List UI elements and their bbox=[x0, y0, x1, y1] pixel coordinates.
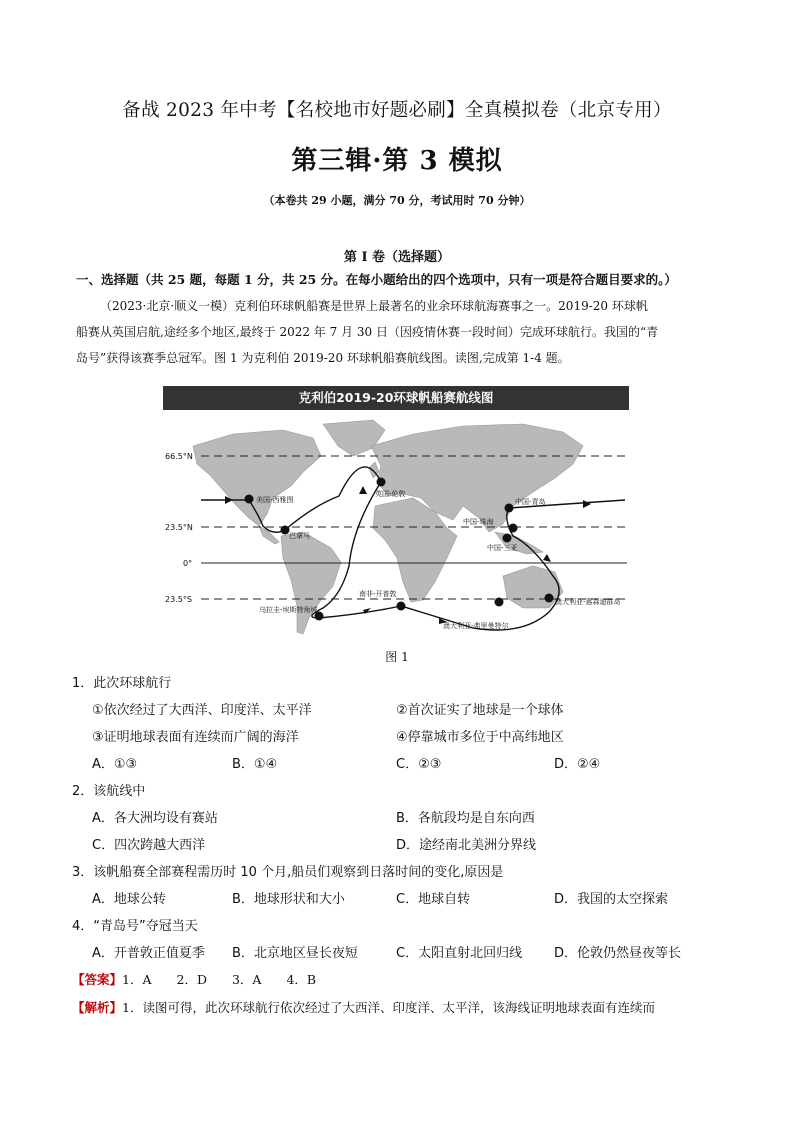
label-panama: 巴拿马 bbox=[289, 532, 310, 540]
route-arrow-2 bbox=[359, 486, 367, 494]
route-arrow-5 bbox=[543, 554, 551, 562]
q1-option-a[interactable]: A．①③ bbox=[92, 757, 138, 772]
q3-stem: 3．该帆船赛全部赛程需历时 10 个月,船员们观察到日落时间的变化,原因是 bbox=[72, 865, 504, 880]
port-sanya bbox=[503, 534, 512, 543]
label-whitsunday: 澳大利亚-惠森迪群岛 bbox=[555, 598, 621, 606]
label-punta-del-este: 乌拉圭-埃斯特角城 bbox=[259, 606, 318, 614]
explanation-line bbox=[72, 998, 655, 1016]
label-fremantle: 澳大利亚-弗里曼特尔 bbox=[443, 622, 509, 630]
passage-line-2: 船赛从英国启航,途经多个地区,最终于 2022 年 7 月 30 日（因疫情休赛一段时间）完成环球航行。我国的“青 bbox=[76, 325, 659, 339]
passage-line-1: （2023·北京·顺义一模）克利伯环球帆船赛是世界上最著名的业余环球航海赛事之一。2019-20 环球帆 bbox=[100, 299, 648, 313]
q2-stem: 2．该航线中 bbox=[72, 784, 146, 799]
port-zhuhai bbox=[509, 524, 518, 533]
route-arrow-6 bbox=[583, 500, 591, 508]
q1-statement-2: ②首次证实了地球是一个球体 bbox=[396, 703, 564, 718]
port-whitsunday bbox=[545, 594, 554, 603]
passage-line-3: 岛号”获得该赛季总冠军。图 1 为克利伯 2019-20 环球帆船赛航线图。读图,完成第 1-4 题。 bbox=[76, 351, 570, 365]
q4-option-c[interactable]: C．太阳直射北回归线 bbox=[396, 946, 523, 961]
q2-option-d[interactable]: D．途经南北美洲分界线 bbox=[396, 838, 537, 853]
q4-option-a[interactable]: A．开普敦正值夏季 bbox=[92, 946, 205, 961]
q1-statement-4: ④停靠城市多位于中高纬地区 bbox=[396, 730, 564, 745]
australia bbox=[503, 566, 563, 608]
q1-statement-3: ③证明地球表面有连续而广阔的海洋 bbox=[92, 730, 299, 745]
answer-line bbox=[72, 970, 316, 988]
explanation-tag: 【解析】 bbox=[72, 1000, 123, 1015]
port-qingdao bbox=[505, 504, 514, 513]
lat-label-equator: 0° bbox=[183, 559, 193, 568]
q2-option-b[interactable]: B．各航段均是自东向西 bbox=[396, 811, 535, 826]
exam-series-title: 备战 2023 年中考【名校地市好题必刷】全真模拟卷（北京专用） bbox=[122, 100, 672, 121]
q1-option-b[interactable]: B．①④ bbox=[232, 757, 278, 772]
explanation-text: 1．读图可得，此次环球航行依次经过了大西洋、印度洋、太平洋，该海线证明地球表面有连续而 bbox=[122, 1000, 655, 1015]
label-sanya: 中国-三亚 bbox=[487, 544, 518, 552]
south-america bbox=[281, 532, 341, 634]
exam-note: （本卷共 29 小题，满分 70 分，考试用时 70 分钟） bbox=[263, 194, 531, 207]
port-capetown bbox=[397, 602, 406, 611]
q3-option-a[interactable]: A．地球公转 bbox=[92, 892, 166, 907]
route-map bbox=[163, 386, 629, 638]
q4-option-b[interactable]: B．北京地区昼长夜短 bbox=[232, 946, 358, 961]
q1-statement-1: ①依次经过了大西洋、印度洋、太平洋 bbox=[92, 703, 312, 718]
port-london bbox=[377, 478, 386, 487]
section-title: 第 I 卷（选择题） bbox=[343, 250, 451, 265]
label-capetown: 南非-开普敦 bbox=[359, 590, 397, 598]
q4-stem: 4．“青岛号”夺冠当天 bbox=[72, 919, 198, 934]
label-seattle: 美国-西雅图 bbox=[256, 496, 294, 504]
q2-option-a[interactable]: A．各大洲均设有赛站 bbox=[92, 811, 218, 826]
figure-caption: 图 1 bbox=[385, 650, 409, 664]
passage bbox=[76, 293, 726, 371]
map-svg bbox=[163, 386, 629, 638]
answer-tag: 【答案】 bbox=[72, 972, 123, 987]
section-instruction: 一、选择题（共 25 题，每题 1 分，共 25 分。在每小题给出的四个选项中，只有一项是符合题目要求的。） bbox=[76, 272, 677, 287]
q1-option-c[interactable]: C．②③ bbox=[396, 757, 442, 772]
q2-option-c[interactable]: C．四次跨越大西洋 bbox=[92, 838, 206, 853]
q3-option-d[interactable]: D．我国的太空探索 bbox=[554, 892, 669, 907]
lat-label-arctic: 66.5°N bbox=[165, 452, 193, 461]
lat-label-capricorn: 23.5°S bbox=[165, 595, 192, 604]
north-america bbox=[193, 430, 321, 526]
q1-option-d[interactable]: D．②④ bbox=[554, 757, 601, 772]
label-zhuhai: 中国-珠海 bbox=[463, 518, 494, 526]
q4-option-d[interactable]: D．伦敦仍然昼夜等长 bbox=[554, 946, 682, 961]
exam-title: 第三辑·第 3 模拟 bbox=[291, 146, 503, 176]
label-london: 英国-伦敦 bbox=[375, 490, 406, 498]
map-title: 克利伯2019-20环球帆船赛航线图 bbox=[163, 386, 629, 410]
answer-text: 1．A 2．D 3．A 4．B bbox=[122, 972, 317, 987]
q1-stem: 1．此次环球航行 bbox=[72, 676, 172, 691]
q3-option-b[interactable]: B．地球形状和大小 bbox=[232, 892, 345, 907]
label-qingdao: 中国-青岛 bbox=[515, 498, 546, 506]
port-fremantle bbox=[495, 598, 504, 607]
q3-option-c[interactable]: C．地球自转 bbox=[396, 892, 471, 907]
central-america bbox=[259, 526, 279, 544]
port-seattle bbox=[245, 495, 254, 504]
lat-label-cancer: 23.5°N bbox=[165, 523, 193, 532]
